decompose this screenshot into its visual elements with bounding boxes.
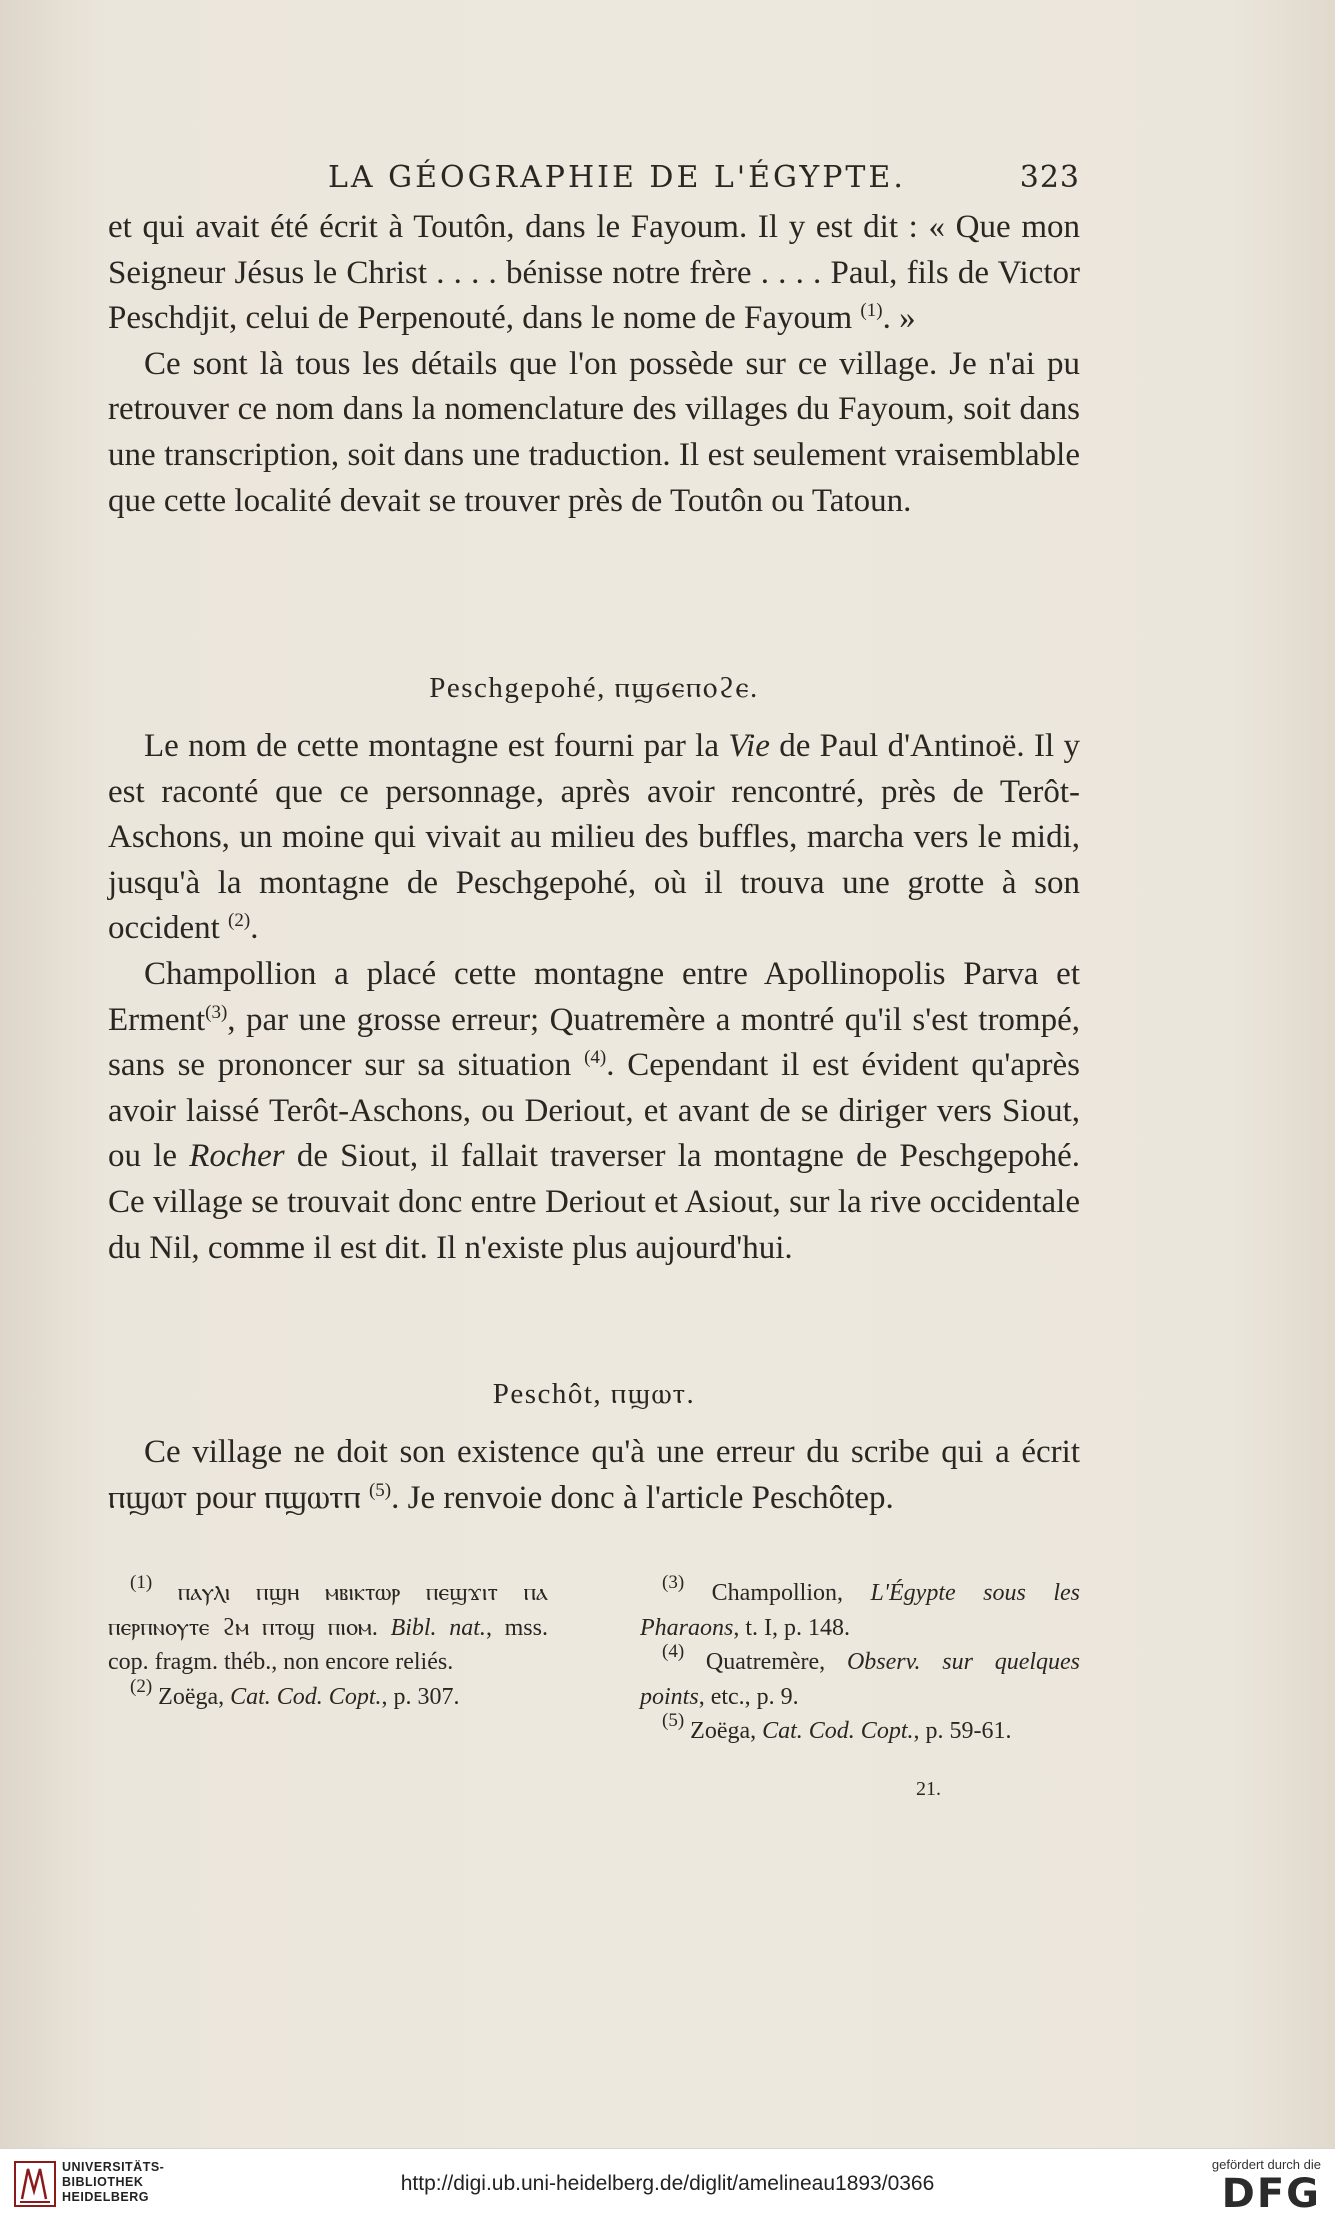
footnote-4: $^{(4)}$ Quatremère, Observ. sur quelques points, etc., p. 9.	[640, 1641, 1081, 1710]
footnote-ref-4[interactable]: (4)	[584, 1047, 607, 1069]
library-name: UNIVERSITÄTS- BIBLIOTHEK HEIDELBERG	[62, 2160, 165, 2204]
viewer-footer	[0, 2148, 1335, 2218]
paragraph-1: et qui avait été écrit à Toutôn, dans le Fayoum. Il y est dit : « Que mon Seigneur Jésus le Christ . . . . bénisse notre frère . . . . Paul, fils de Victor Peschdjit, celui de Perpenouté, dans le nome de Fayoum $^{(1)}$. »	[108, 209, 1080, 337]
footnotes-right-column	[640, 1572, 1081, 1749]
footnote-1: $^{(1)}$ ⲡⲁⲩⲗⲓ ⲡϣⲏ ⲙⲃⲓⲕⲧⲱⲣ ⲡⲉϣϫⲓⲧ ⲡⲁ ⲡⲉⲣⲡⲛⲟⲩⲧⲉ ϩⲙ ⲡⲧⲟϣ ⲡⲓⲟⲙ. Bibl. nat., mss. cop. fragm. théb., non encore reliés.	[108, 1572, 549, 1675]
coptic-word-peschot: ⲡϣⲱⲧ	[108, 1479, 188, 1516]
footnote-ref-5[interactable]: (5)	[368, 1479, 392, 1501]
footnote-5: $^{(5)}$ Zoëga, Cat. Cod. Copt., p. 59-61.	[662, 1710, 1012, 1744]
paragraph-3: Le nom de cette montagne est fourni par la Vie de Paul d'Antinoë. Il y est raconté que ce personnage, après avoir rencontré, près de Terôt-Aschons, un moine qui vivait au milieu des buffles, marcha vers le midi, jusqu'à la montagne de Peschgepohé, où il trouva une grotte à son occident $^{(2)}$.	[108, 728, 1081, 947]
body-text-bottom	[108, 1430, 1080, 1521]
coptic-word-peschotp: ⲡϣⲱⲧⲡ	[264, 1479, 361, 1516]
body-text-top	[108, 205, 1080, 524]
footnote-ref-3[interactable]: (3)	[205, 1001, 228, 1023]
permalink-url[interactable]: http://digi.ub.uni-heidelberg.de/diglit/amelineau1893/0366	[400, 2172, 935, 2195]
footnotes-left-column	[108, 1572, 549, 1714]
funded-by-label: gefördert durch die	[1211, 2157, 1321, 2172]
signature-mark: 21.	[916, 1778, 941, 1800]
footnote-ref-2[interactable]: (2)	[228, 910, 251, 932]
body-text-middle	[108, 724, 1080, 1271]
footnote-3: $^{(3)}$ Champollion, L'Égypte sous les Pharaons, t. I, p. 148.	[640, 1572, 1081, 1641]
footnote-ref-1[interactable]: (1)	[860, 300, 883, 322]
paragraph-2: Ce sont là tous les détails que l'on possède sur ce village. Je n'ai pu retrouver ce nom dans la nomenclature des villages du Fayoum, soit dans une transcription, soit dans une traduction. Il est seulement vraisemblable que cette localité devait se trouver près de Toutôn ou Tatoun.	[108, 345, 1080, 519]
running-title: LA GÉOGRAPHIE DE L'ÉGYPTE.	[328, 160, 906, 195]
paragraph-5: Ce village ne doit son existence qu'à une erreur du scribe qui a écrit ⲡϣⲱⲧ pour ⲡϣⲱⲧⲡ $^{(5)}$. Je renvoie donc à l'article Peschôtep.	[108, 1434, 1080, 1516]
paragraph-4: Champollion a placé cette montagne entre Apollinopolis Parva et Erment$^{(3)}$, par une grosse erreur; Quatremère a montré qu'il s'est trompé, sans se prononcer sur sa situation $^{(4)}$. Cependant il est évident qu'après avoir laissé Terôt-Aschons, ou Deriout, et avant de se diriger vers Siout, ou le Rocher de Siout, il fallait traverser la montagne de Peschgepohé. Ce village se trouvait donc entre Deriout et Asiout, sur la rive occidentale du Nil, comme il est dit. Il n'existe plus aujourd'hui.	[108, 955, 1081, 1266]
page-number: 323	[1019, 160, 1080, 195]
footnote-2: $^{(2)}$ Zoëga, Cat. Cod. Copt., p. 307.	[130, 1675, 460, 1710]
section-heading-peschot: Peschôt, ⲡϣⲱⲧ.	[492, 1378, 696, 1410]
funder-block	[1161, 2157, 1321, 2216]
section-heading-peschgepohe: Peschgepohé, ⲡϣϭⲉⲡⲟϩⲉ.	[429, 672, 759, 704]
dfg-logo[interactable]: DFG	[1221, 2171, 1321, 2217]
running-head	[108, 156, 1080, 200]
